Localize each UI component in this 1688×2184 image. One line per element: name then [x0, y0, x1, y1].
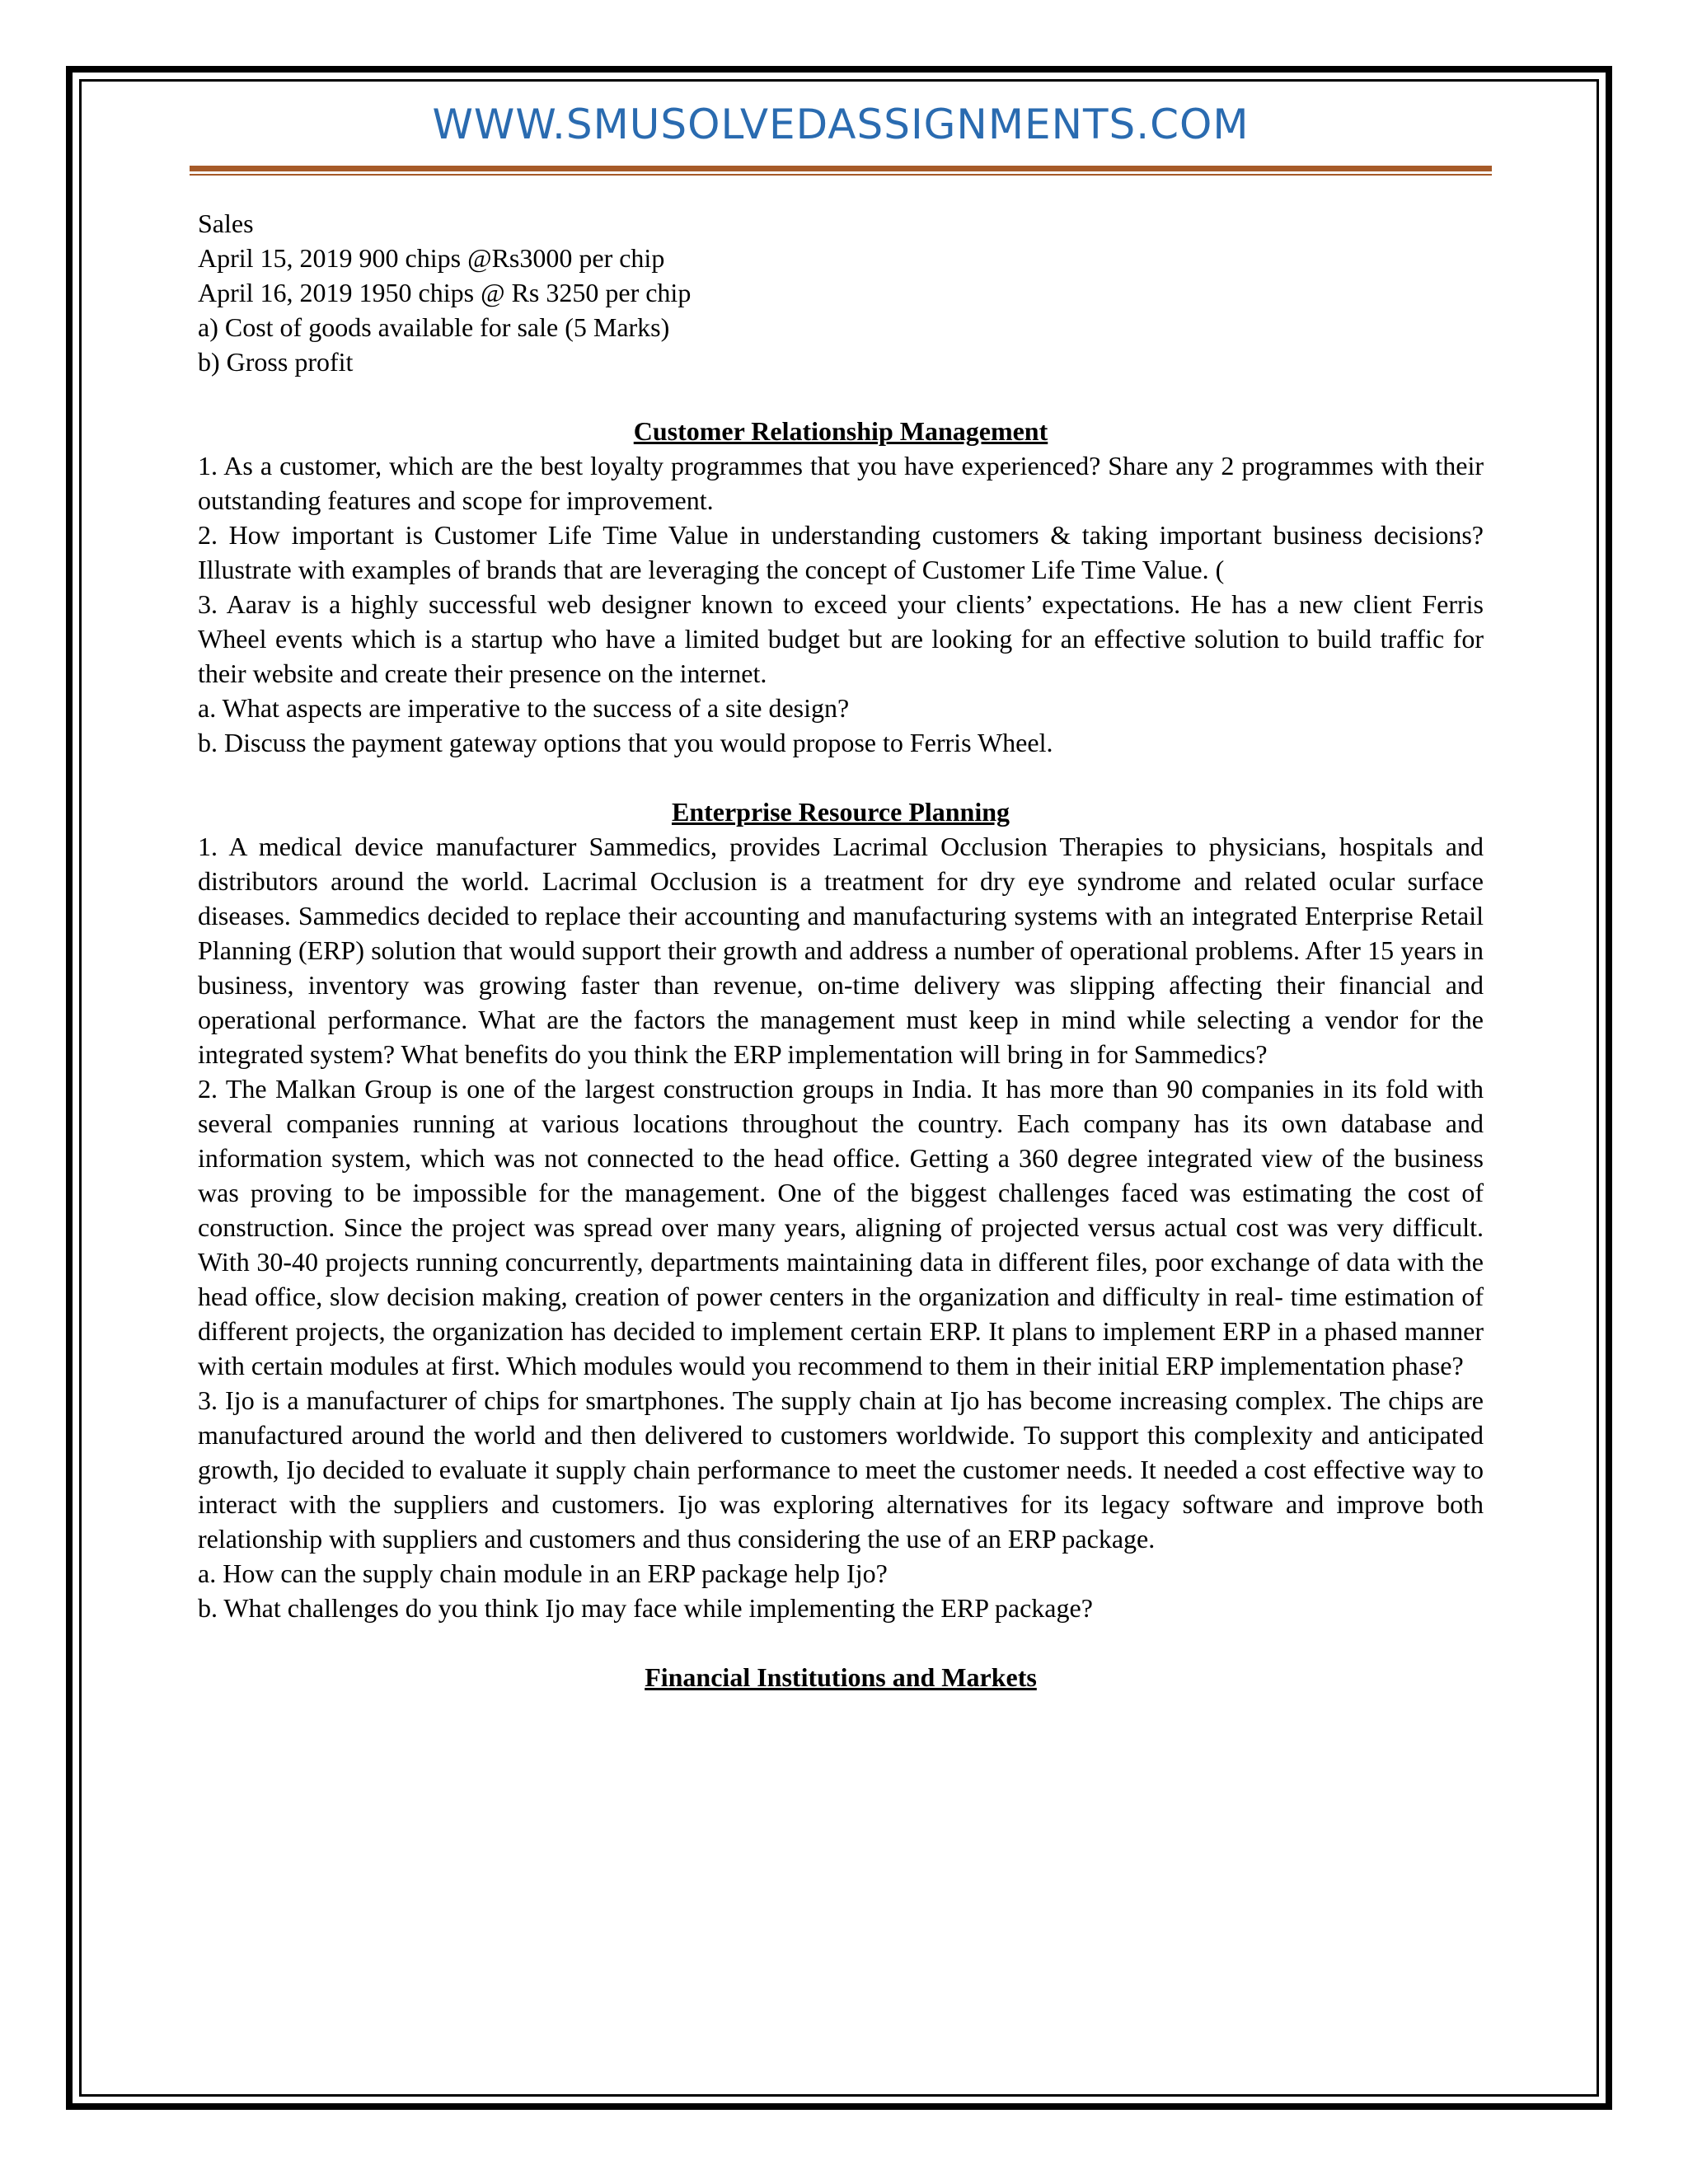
- erp-question-3: 3. Ijo is a manufacturer of chips for smartphones. The supply chain at Ijo has become increasing complex. The chips are manufactured around the world and then delivered to customers worldwide. To support this complexity and anticipated growth, Ijo decided to evaluate it supply chain performance to meet the customer needs. It needed a cost effective way to interact with the suppliers and customers. Ijo was exploring alternatives for its legacy software and improve both relationship with suppliers and customers and thus considering the use of an ERP package.: [198, 1385, 1484, 1554]
- document-body: [198, 206, 1484, 1694]
- section-gap: [198, 379, 1484, 414]
- section-heading-crm: Customer Relationship Management: [633, 416, 1048, 446]
- section-heading-erp: Enterprise Resource Planning: [671, 797, 1010, 827]
- erp-question-3a: a. How can the supply chain module in an ERP package help Ijo?: [198, 1558, 888, 1588]
- section-heading-fim: Financial Institutions and Markets: [645, 1662, 1037, 1692]
- intro-line: April 15, 2019 900 chips @Rs3000 per chip: [198, 243, 665, 273]
- crm-question-3: 3. Aarav is a highly successful web designer known to exceed your clients’ expectations. He has a new client Ferris Wheel events which is a startup who have a limited budget but are looking for an effective solution to build traffic for their website and create their presence on the internet.: [198, 589, 1484, 688]
- intro-line: April 16, 2019 1950 chips @ Rs 3250 per chip: [198, 278, 692, 307]
- crm-question-2: 2. How important is Customer Life Time Value in understanding customers & taking important business decisions? Illustrate with examples of brands that are leveraging the concept of Customer Life Time Value. (: [198, 520, 1484, 584]
- erp-question-3b: b. What challenges do you think Ijo may face while implementing the ERP package?: [198, 1593, 1093, 1623]
- crm-question-3b: b. Discuss the payment gateway options that you would propose to Ferris Wheel.: [198, 728, 1053, 757]
- header-divider-thin: [190, 174, 1492, 176]
- section-gap: [198, 1625, 1484, 1660]
- crm-question-3a: a. What aspects are imperative to the success of a site design?: [198, 693, 850, 723]
- erp-question-2: 2. The Malkan Group is one of the largest construction groups in India. It has more than 90 companies in its fold with several companies running at various locations throughout the country. Each company has its own database and information system, which was not connected to the head office. Getting a 360 degree integrated view of the business was proving to be impossible for the management. One of the biggest challenges faced was estimating the cost of construction. Since the project was spread over many years, aligning of projected versus actual cost was very difficult. With 30-40 projects running concurrently, departments maintaining data in different files, poor exchange of data with the head office, slow decision making, creation of power centers in the organization and difficulty in real- time estimation of different projects, the organization has decided to implement certain ERP. It plans to implement ERP in a phased manner with certain modules at first. Which modules would you recommend to them in their initial ERP implementation phase?: [198, 1074, 1484, 1380]
- header-divider: [190, 166, 1492, 171]
- intro-line: Sales: [198, 209, 254, 238]
- erp-question-1: 1. A medical device manufacturer Sammedics, provides Lacrimal Occlusion Therapies to physicians, hospitals and distributors around the world. Lacrimal Occlusion is a treatment for dry eye syndrome and related ocular surface diseases. Sammedics decided to replace their accounting and manufacturing systems with an integrated Enterprise Retail Planning (ERP) solution that would support their growth and address a number of operational problems. After 15 years in business, inventory was growing faster than revenue, on-time delivery was slipping affecting their financial and operational performance. What are the factors the management must keep in mind while selecting a vendor for the integrated system? What benefits do you think the ERP implementation will bring in for Sammedics?: [198, 832, 1484, 1069]
- site-header-title: WWW.SMUSOLVEDASSIGNMENTS.COM: [432, 101, 1250, 148]
- intro-line: b) Gross profit: [198, 347, 354, 377]
- intro-line: a) Cost of goods available for sale (5 Marks): [198, 312, 670, 342]
- crm-question-1: 1. As a customer, which are the best loyalty programmes that you have experienced? Share any 2 programmes with their outstanding features and scope for improvement.: [198, 451, 1484, 515]
- section-gap: [198, 760, 1484, 794]
